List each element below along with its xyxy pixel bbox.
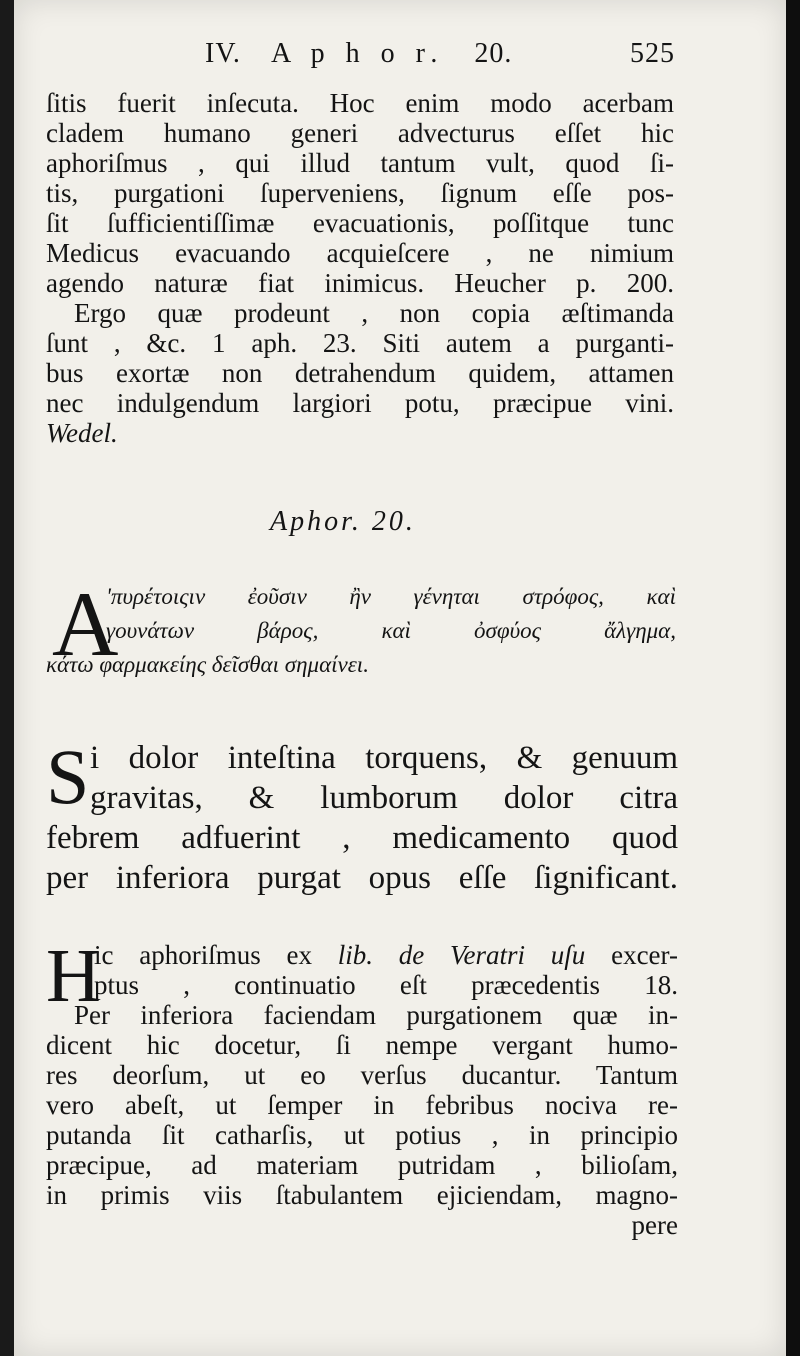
text-line: ſit ſufficientiſſimæ evacuationis, poſſitque tunc xyxy=(46,208,674,238)
aphorism-line: gravitas, & lumborum dolor citra xyxy=(90,780,678,816)
header-number: 20. xyxy=(474,38,513,69)
aphorism-line: febrem adfuerint , medicamento quod xyxy=(46,820,678,856)
text-line: agendo naturæ fiat inimicus. Heucher p. 200. xyxy=(46,268,674,298)
commentary-line: res deorſum, ut eo verſus ducantur. Tantum xyxy=(46,1060,678,1090)
aphorism-line: i dolor inteſtina torquens, & genuum xyxy=(90,740,678,776)
running-header xyxy=(205,38,675,70)
commentary-line: ic aphoriſmus ex lib. de Veratri uſu excer- xyxy=(94,940,678,970)
commentary-line: vero abeſt, ut ſemper in febribus nociva re- xyxy=(46,1090,678,1120)
text-line: ſitis fuerit inſecuta. Hoc enim modo acerbam xyxy=(46,88,674,118)
greek-aphorism xyxy=(46,573,676,682)
drop-cap-latin: S xyxy=(46,733,90,820)
text-line: aphoriſmus , qui illud tantum vult, quod ſi- xyxy=(46,148,674,178)
aphorism-heading: Aphor. 20. xyxy=(270,506,416,537)
text-line: nec indulgendum largiori potu, præcipue vini. xyxy=(46,388,674,418)
commentary-line: Per inferiora faciendam purgationem quæ in- xyxy=(74,1000,678,1030)
commentary-line: ptus , continuatio eſt præcedentis 18. xyxy=(94,970,678,1000)
aphorism-line: per inferiora purgat opus eſſe ſignificant. xyxy=(46,860,678,896)
text-line: bus exortæ non detrahendum quidem, attamen xyxy=(46,358,674,388)
page-edge-shadow xyxy=(786,0,800,1356)
catchword: pere xyxy=(631,1210,678,1240)
commentary-line: dicent hic docetur, ſi nempe vergant humo- xyxy=(46,1030,678,1060)
drop-cap-commentary: H xyxy=(46,934,101,1018)
header-title: A p h o r. xyxy=(270,38,445,69)
commentary-line: præcipue, ad materiam putridam , bilioſam, xyxy=(46,1150,678,1180)
greek-line: γουνάτων βάρος, καὶ ὀσφύος ἄλγημα, xyxy=(106,618,676,643)
citation-wedel: Wedel. xyxy=(46,418,118,448)
text-line: cladem humano generi advecturus eſſet hic xyxy=(46,118,674,148)
greek-line: κάτω φαρμακείης δεῖσθαι σημαίνει. xyxy=(46,652,369,677)
commentary-line: in primis viis ſtabulantem ejiciendam, magno- xyxy=(46,1180,678,1210)
commentary-line: putanda ſit catharſis, ut potius , in principio xyxy=(46,1120,678,1150)
page-number: 525 xyxy=(630,38,675,69)
text-line: tis, purgationi ſuperveniens, ſignum eſſe pos- xyxy=(46,178,674,208)
text-line: Medicus evacuando acquieſcere , ne nimium xyxy=(46,238,674,268)
text-line: ſunt , &c. 1 aph. 23. Siti autem a purganti- xyxy=(46,328,674,358)
commentary xyxy=(46,934,678,1240)
greek-line: 'πυρέτοιςιν ἐοῦσιν ἢν γένηται στρόφος, καὶ xyxy=(106,584,676,609)
text-line: Ergo quæ prodeunt , non copia æſtimanda xyxy=(74,298,674,328)
paragraph-continuation xyxy=(46,88,674,448)
header-chapter: IV. xyxy=(205,38,241,69)
drop-cap-greek: A xyxy=(52,573,119,675)
latin-aphorism xyxy=(46,733,678,898)
